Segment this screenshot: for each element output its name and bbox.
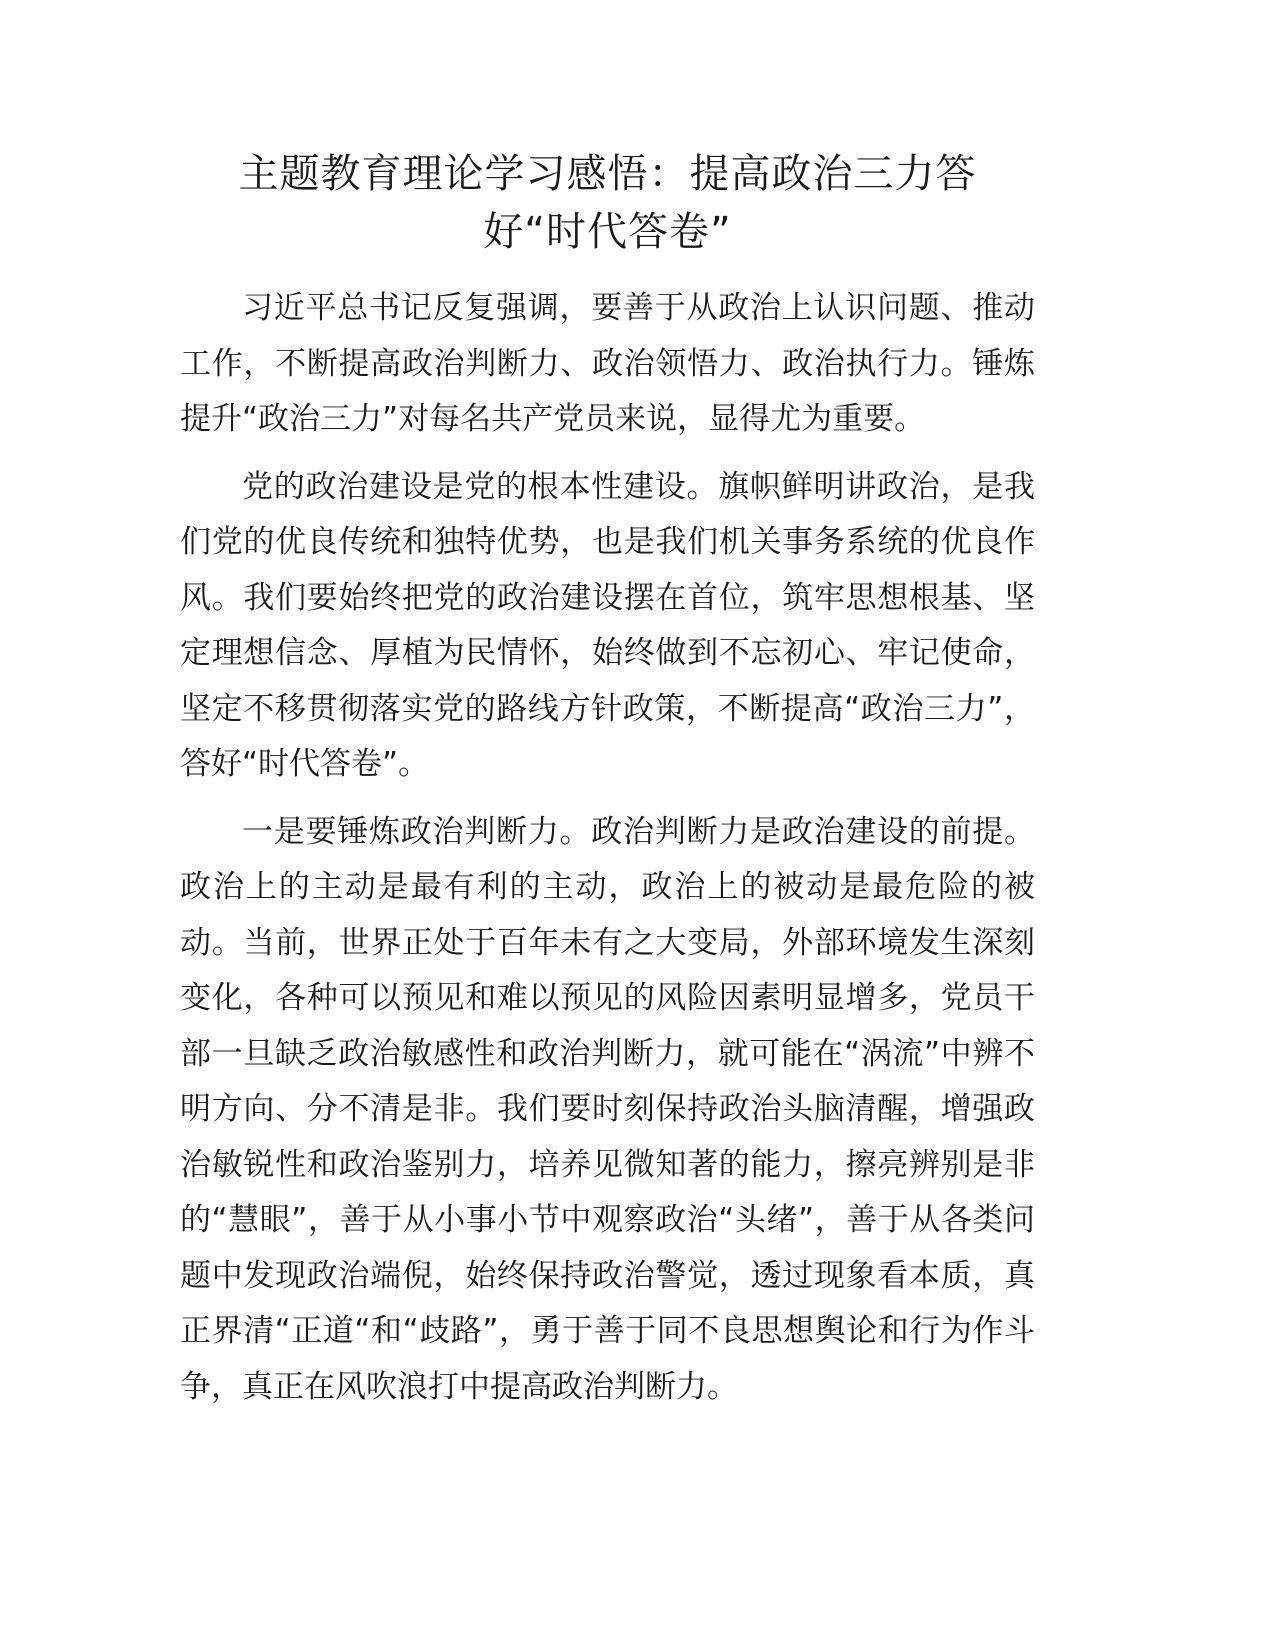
paragraph-2: 党的政治建设是党的根本性建设。旗帜鲜明讲政治，是我们党的优良传统和独特优势，也是我们机关事务系统的优良作风。我们要始终把党的政治建设摆在首位，筑牢思想根基、坚定理想信念、厚植为民情怀，始终做到不忘初心、牢记使命，坚定不移贯彻落实党的路线方针政策，不断提高“政治三力”，答好“时代答卷”。: [180, 468, 1035, 782]
paragraph-1: 习近平总书记反复强调，要善于从政治上认识问题、推动工作，不断提高政治判断力、政治领悟力、政治执行力。锤炼提升“政治三力”对每名共产党员来说，显得尤为重要。: [180, 290, 1035, 437]
document-title: [180, 145, 1035, 261]
document-page: [180, 145, 1035, 1427]
title-line-2: 好“时代答卷”: [483, 209, 732, 255]
title-line-1: 主题教育理论学习感悟：提高政治三力答: [238, 151, 977, 197]
paragraph-3: 一是要锤炼政治判断力。政治判断力是政治建设的前提。政治上的主动是最有利的主动，政治上的被动是最危险的被动。当前，世界正处于百年未有之大变局，外部环境发生深刻变化，各种可以预见和难以预见的风险因素明显增多，党员干部一旦缺乏政治敏感性和政治判断力，就可能在“涡流”中辨不明方向、分不清是非。我们要时刻保持政治头脑清醒，增强政治敏锐性和政治鉴别力，培养见微知著的能力，擦亮辨别是非的“慧眼”，善于从小事小节中观察政治“头绪”，善于从各类问题中发现政治端倪，始终保持政治警觉，透过现象看本质，真正界清“正道“和“歧路”，勇于善于同不良思想舆论和行为作斗争，真正在风吹浪打中提高政治判断力。: [180, 813, 1035, 1405]
